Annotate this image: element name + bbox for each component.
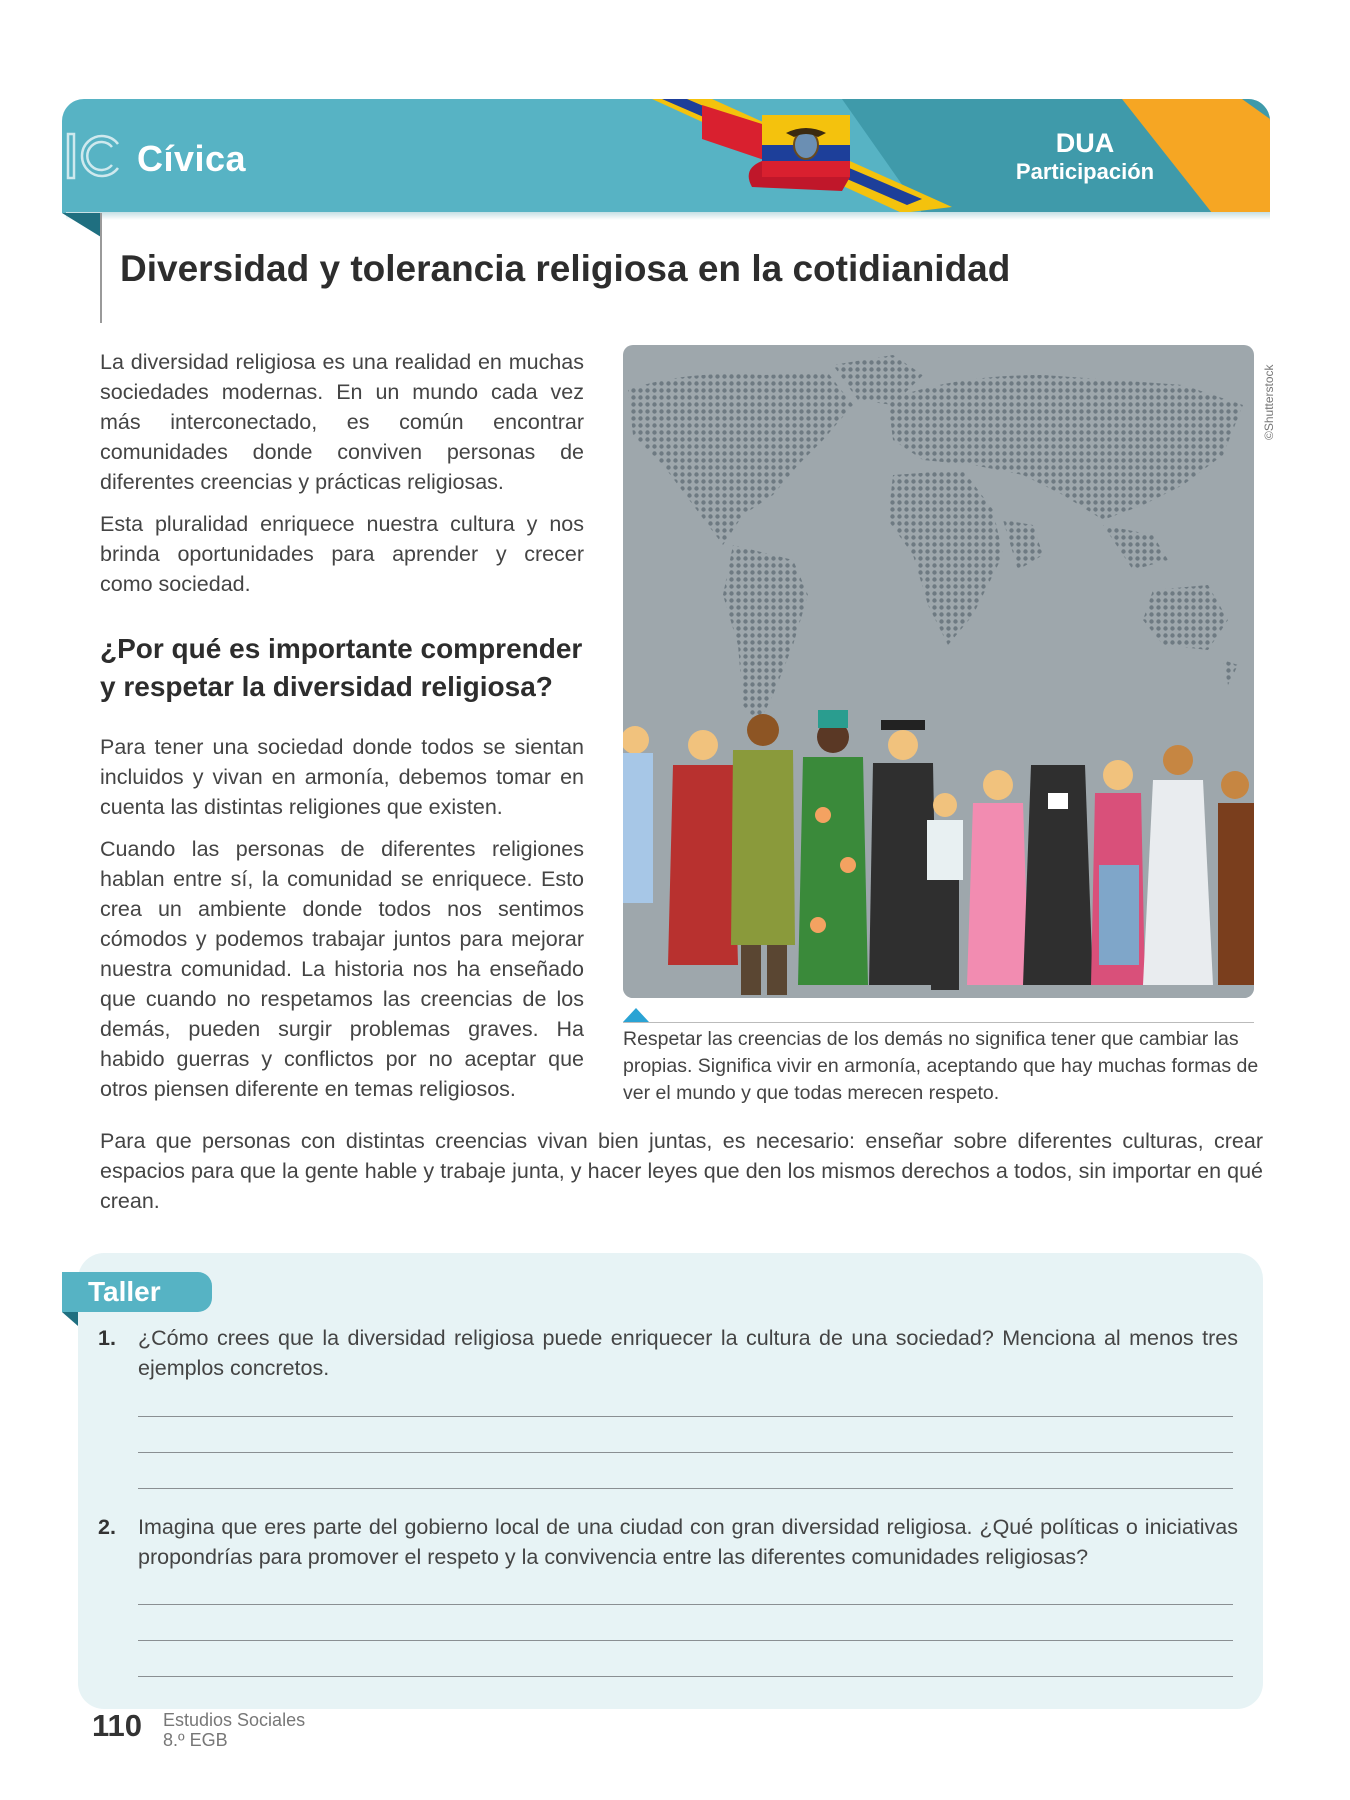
image-credit: ©Shutterstock <box>1262 364 1276 440</box>
dua-title: DUA <box>1055 128 1115 158</box>
world-map-people-image <box>623 345 1254 998</box>
dua-subtitle: Participación <box>1015 159 1155 184</box>
dua-badge <box>1000 128 1170 186</box>
question-number: 2. <box>98 1515 116 1539</box>
answer-line[interactable] <box>138 1488 1233 1489</box>
page-number: 110 <box>92 1708 143 1743</box>
answer-line[interactable] <box>138 1604 1233 1605</box>
people-group <box>623 710 1254 998</box>
footer-subject <box>163 1710 305 1750</box>
question-number: 1. <box>98 1326 116 1350</box>
civica-logo-icon <box>66 130 124 182</box>
workshop-label: Taller <box>62 1272 212 1312</box>
diversity-illustration <box>623 345 1254 998</box>
banner-shadow <box>66 212 1270 220</box>
answer-line[interactable] <box>138 1452 1233 1453</box>
paragraph-1: La diversidad religiosa es una realidad en muchas sociedades modernas. En un mundo cada vez más interconectado, es común encontrar comunidades donde conviven personas de diferentes creencias y prácticas religiosas. <box>100 350 584 494</box>
paragraph-5: Para que personas con distintas creencias vivan bien juntas, es necesario: enseñar sobre diferentes culturas, crear espacios para que la gente hable y trabaje junta, y hacer leyes que den los mismos derechos a todos, sin importar en qué crean. <box>100 1129 1263 1213</box>
workshop-tab-fold <box>62 1312 78 1326</box>
question-1 <box>98 1323 1238 1383</box>
question-text: Imagina que eres parte del gobierno local de una ciudad con gran diversidad religiosa. ¿Qué políticas o iniciativas propondrías para promover el respeto y la convivencia entre las diferentes comunidades religiosas? <box>138 1515 1238 1569</box>
question-2 <box>98 1512 1238 1572</box>
body-text <box>100 732 584 1116</box>
banner-fold <box>62 213 101 237</box>
paragraph-4: Cuando las personas de diferentes religiones hablan entre sí, la comunidad se enriquece. Esto crea un ambiente donde todos nos sentimos cómodos y podemos trabajar juntos para mejorar nuestra comunidad. La historia nos ha enseñado que cuando no respetamos las creencias de los demás, pueden surgir problemas graves. Ha habido guerras y conflictos por no aceptar que otros piensen diferente en temas religiosos. <box>100 837 584 1101</box>
caption-marker <box>623 1008 649 1022</box>
subject-name: Estudios Sociales <box>163 1710 306 1730</box>
paragraph-2: Esta pluralidad enriquece nuestra cultura y nos brinda oportunidades para aprender y crecer como sociedad. <box>100 512 584 596</box>
section-label: Cívica <box>137 138 247 179</box>
answer-line[interactable] <box>138 1416 1233 1417</box>
question-text: ¿Cómo crees que la diversidad religiosa puede enriquecer la cultura de una sociedad? Menciona al menos tres ejemplos concretos. <box>138 1326 1238 1380</box>
page-title: Diversidad y tolerancia religiosa en la cotidianidad <box>120 248 1011 289</box>
figure-caption: Respetar las creencias de los demás no significa tener que cambiar las propias. Significa vivir en armonía, aceptando que hay muchas formas de ver el mundo y que todas merecen respeto. <box>623 1028 1259 1104</box>
grade-level: 8.º EGB <box>163 1730 228 1750</box>
caption-rule <box>623 1022 1254 1023</box>
intro-text <box>100 347 584 611</box>
section-subheading: ¿Por qué es importante comprender y respetar la diversidad religiosa? <box>100 633 583 702</box>
answer-line[interactable] <box>138 1676 1233 1677</box>
paragraph-3: Para tener una sociedad donde todos se sientan incluidos y vivan en armonía, debemos tomar en cuenta las distintas religiones que existen. <box>100 735 584 819</box>
answer-line[interactable] <box>138 1640 1233 1641</box>
title-rule <box>100 213 102 323</box>
